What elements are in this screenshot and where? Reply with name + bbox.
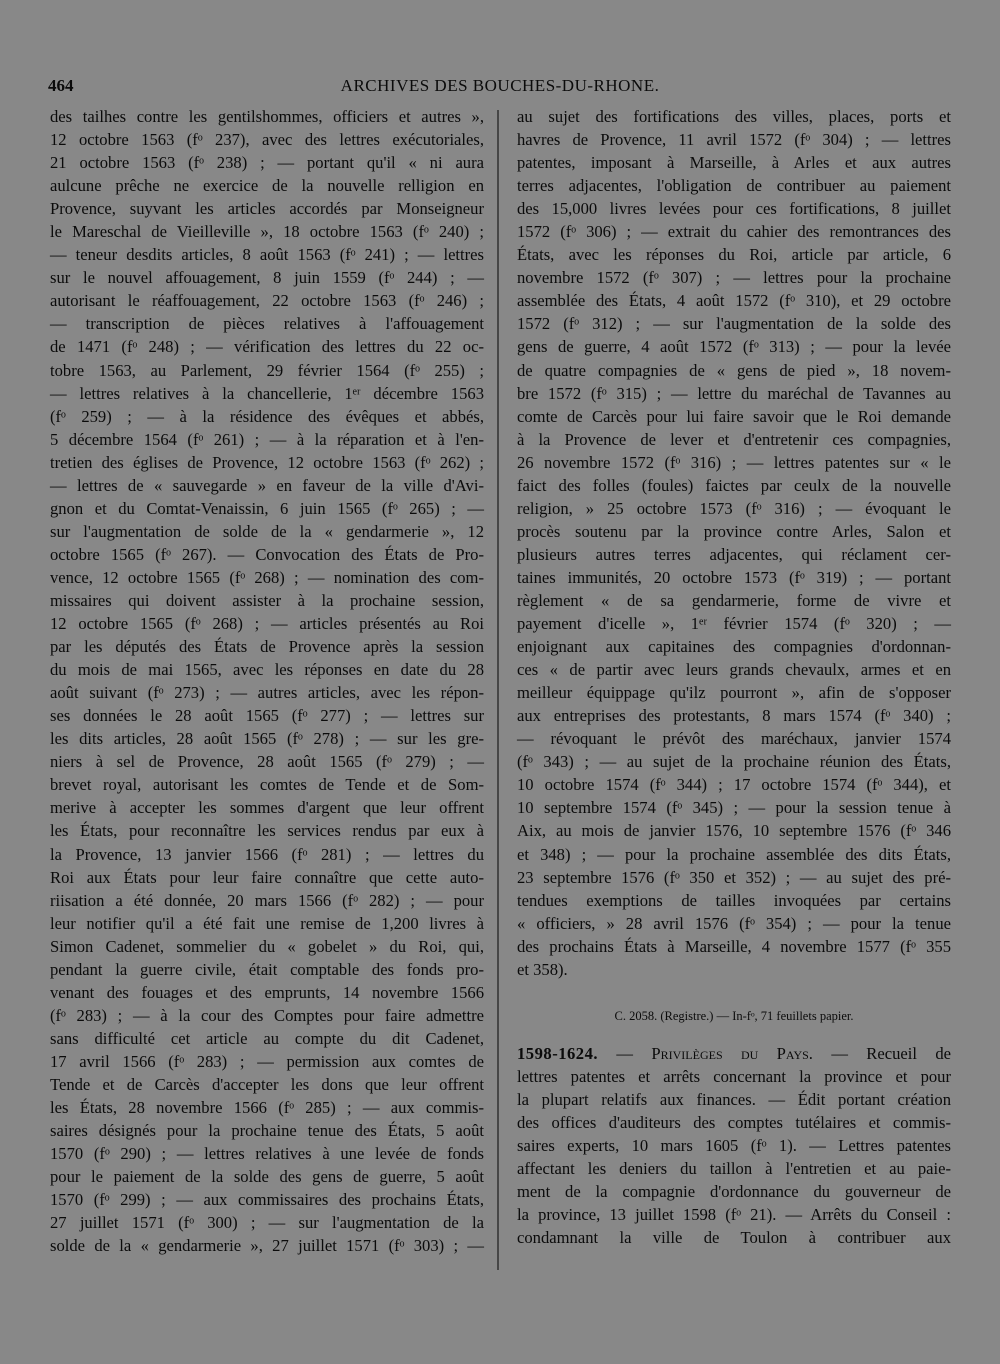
text-line: novembre 1572 (fᵒ 307) ; — lettres pour la prochaine bbox=[517, 268, 951, 288]
entry-line-0: — Recueil de bbox=[812, 1043, 951, 1063]
catalog-note: C. 2058. (Registre.) — In-fᵒ, 71 feuillets papier. bbox=[614, 1008, 854, 1023]
text-line: Aix, au mois de janvier 1576, 10 septembre 1576 (fᵒ 346 bbox=[517, 821, 951, 841]
text-line: enjoignant aux capitaines des compagnies d'ordonnan- bbox=[517, 637, 951, 657]
right-column bbox=[517, 105, 951, 1249]
text-line: taines immunités, 20 octobre 1573 (fᵒ 319) ; — portant bbox=[517, 567, 951, 587]
text-line: Simon Cadenet, sommelier du « gobelet » du Roi, qui, bbox=[50, 936, 484, 956]
text-line: sur l'augmentation de solde de la « gendarmerie », 12 bbox=[50, 521, 484, 541]
text-line: octobre 1565 (fᵒ 267). — Convocation des États de Pro- bbox=[50, 544, 484, 564]
text-line: religion, » 25 octobre 1573 (fᵒ 316) ; — évoquant le bbox=[517, 498, 951, 518]
text-line: gens de guerre, 4 août 1572 (fᵒ 313) ; — pour la levée bbox=[517, 337, 951, 357]
entry-title: Privilèges du Pays. bbox=[651, 1043, 813, 1063]
text-line: les États, 28 novembre 1566 (fᵒ 285) ; — aux commis- bbox=[50, 1098, 484, 1118]
text-line: des offices d'auditeurs des comptes tutélaires et commis- bbox=[517, 1112, 951, 1132]
text-line: venant des fouages et des emprunts, 14 novembre 1566 bbox=[50, 982, 484, 1002]
entry-dash: — bbox=[598, 1043, 652, 1063]
text-line: brevet royal, autorisant les comtes de Tende et de Som- bbox=[50, 775, 484, 795]
text-line: — lettres de « sauvegarde » en faveur de la ville d'Avi- bbox=[50, 475, 484, 495]
text-line: merive à accepter les sommes d'argent que leur offrent bbox=[50, 798, 484, 818]
text-line: assemblée des États, 4 août 1572 (fᵒ 310), et 29 octobre bbox=[517, 291, 951, 311]
text-line: 26 novembre 1572 (fᵒ 316) ; — lettres patentes sur « le bbox=[517, 452, 951, 472]
text-line: payement d'icelle », 1ᵉʳ février 1574 (fᵒ 320) ; — bbox=[517, 614, 951, 634]
text-line: (fᵒ 259) ; — à la résidence des évêques et abbés, bbox=[50, 406, 484, 426]
text-line: du mois de mai 1565, avec les réponses en date du 28 bbox=[50, 660, 484, 680]
text-line: aux entreprises des protestants, 8 mars 1574 (fᵒ 340) ; bbox=[517, 706, 951, 726]
text-line: 23 septembre 1576 (fᵒ 350 et 352) ; — au sujet des pré- bbox=[517, 867, 951, 887]
text-line: lettres patentes et arrêts concernant la province et pour bbox=[517, 1066, 951, 1086]
text-line: la plupart relatifs aux finances. — Édit portant création bbox=[517, 1089, 951, 1109]
text-line: meilleur équippage qu'ilz pourront », afin de s'opposer bbox=[517, 683, 951, 703]
text-line: la Provence, 13 janvier 1566 (fᵒ 281) ; — lettres du bbox=[50, 844, 484, 864]
text-line: 5 décembre 1564 (fᵒ 261) ; — à la réparation et à l'en- bbox=[50, 429, 484, 449]
text-line: le Mareschal de Vieilleville », 18 octobre 1563 (fᵒ 240) ; bbox=[50, 222, 484, 242]
text-line: ses données le 28 août 1565 (fᵒ 277) ; — lettres sur bbox=[50, 706, 484, 726]
text-line: août suivant (fᵒ 273) ; — autres articles, avec les répon- bbox=[50, 683, 484, 703]
text-line: 1570 (fᵒ 299) ; — aux commissaires des prochains États, bbox=[50, 1190, 484, 1210]
text-line: au sujet des fortifications des villes, places, ports et bbox=[517, 107, 951, 126]
text-line: saires experts, 10 mars 1605 (fᵒ 1). — Lettres patentes bbox=[517, 1135, 951, 1155]
text-line: « officiers, » 28 avril 1576 (fᵒ 354) ; — pour la tenue bbox=[517, 913, 951, 933]
text-line: solde de la « gendarmerie », 27 juillet 1571 (fᵒ 303) ; — bbox=[50, 1236, 484, 1256]
text-line: États, avec les réponses du Roi, article par article, 6 bbox=[517, 245, 951, 265]
running-title: ARCHIVES DES BOUCHES-DU-RHONE. bbox=[340, 76, 660, 95]
text-line: de 1471 (fᵒ 248) ; — vérification des lettres du 22 oc- bbox=[50, 337, 484, 357]
text-line: comte de Carcès pour lui faire savoir que le Roi demande bbox=[517, 406, 951, 426]
entry-body bbox=[517, 1065, 951, 1249]
text-line: faict des folles (foules) faictes par ceulx de la nouvelle bbox=[517, 475, 951, 495]
text-line: des prochains États à Marseille, 4 novembre 1577 (fᵒ 355 bbox=[517, 936, 951, 956]
text-line: des tailhes contre les gentilshommes, officiers et autres », bbox=[50, 107, 484, 126]
text-line: leur notifier qu'il a été fait une remise de 1,200 livres à bbox=[50, 913, 484, 933]
text-line: les États, pour reconnaître les services rendus par eux à bbox=[50, 821, 484, 841]
text-line: condamnant la ville de Toulon à contribuer aux bbox=[517, 1228, 951, 1248]
text-line: Tende et de Carcès d'accepter les dons que leur offrent bbox=[50, 1074, 484, 1094]
text-line: sur le nouvel affouagement, 8 juin 1559 (fᵒ 244) ; — bbox=[50, 268, 484, 288]
left-column bbox=[50, 105, 484, 1257]
text-line: 27 juillet 1571 (fᵒ 300) ; — sur l'augmentation de la bbox=[50, 1213, 484, 1233]
text-line: autorisant le réaffouagement, 22 octobre 1563 (fᵒ 246) ; bbox=[50, 291, 484, 311]
text-line: affectant les deniers du taillon à l'entretien et au paie- bbox=[517, 1159, 951, 1179]
text-line: — teneur desdits articles, 8 août 1563 (fᵒ 241) ; — lettres bbox=[50, 245, 484, 265]
text-line: et 348) ; — pour la prochaine assemblée des dits États, bbox=[517, 844, 951, 864]
text-line: et 358). bbox=[517, 959, 568, 979]
text-line: bre 1572 (fᵒ 315) ; — lettre du maréchal de Tavannes au bbox=[517, 383, 951, 403]
text-line: règlement « de sa gendarmerie, forme de vivre et bbox=[517, 590, 951, 610]
text-line: (fᵒ 283) ; — à la cour des Comptes pour faire admettre bbox=[50, 1005, 484, 1025]
text-line: aulcune prêche ne exercice de la nouvelle relligion en bbox=[50, 176, 484, 196]
text-line: des 15,000 livres levées pour ces fortifications, 8 juillet bbox=[517, 199, 951, 219]
text-line: 21 octobre 1563 (fᵒ 238) ; — portant qu'il « ni aura bbox=[50, 153, 484, 173]
text-line: 10 octobre 1574 (fᵒ 344) ; 17 octobre 1574 (fᵒ 344), et bbox=[517, 775, 951, 795]
text-line: Roi aux États pour leur faire connaître que cette auto- bbox=[50, 867, 484, 887]
text-line: vence, 12 octobre 1565 (fᵒ 268) ; — nomination des com- bbox=[50, 567, 484, 587]
text-line: Provence, suyvant les articles accordés par Monseigneur bbox=[50, 199, 484, 219]
text-line: havres de Provence, 11 avril 1572 (fᵒ 304) ; — lettres bbox=[517, 130, 951, 150]
text-line: — révoquant le prévôt des maréchaux, janvier 1574 bbox=[517, 729, 951, 749]
text-line: 1572 (fᵒ 306) ; — extrait du cahier des remontrances des bbox=[517, 222, 951, 242]
text-line: sans difficulté cet article au compte du dit Cadenet, bbox=[50, 1028, 484, 1048]
text-line: tendues exemptions de tailles invoquées par certains bbox=[517, 890, 951, 910]
text-line: (fᵒ 343) ; — au sujet de la prochaine réunion des États, bbox=[517, 752, 951, 772]
text-line: — lettres relatives à la chancellerie, 1ᵉʳ décembre 1563 bbox=[50, 383, 484, 403]
text-line: plusieurs autres terres adjacentes, qui réclament cer- bbox=[517, 544, 951, 564]
text-line: patentes, imposant à Marseille, à Arles et aux autres bbox=[517, 153, 951, 173]
column-divider bbox=[497, 110, 499, 1270]
text-line: la province, 13 juillet 1598 (fᵒ 21). — Arrêts du Conseil : bbox=[517, 1205, 951, 1225]
text-line: 12 octobre 1565 (fᵒ 268) ; — articles présentés au Roi bbox=[50, 614, 484, 634]
text-line: pour le paiement de la solde des gens de guerre, 5 août bbox=[50, 1167, 484, 1187]
text-line: terres adjacentes, l'obligation de contribuer au paiement bbox=[517, 176, 951, 196]
text-line: 12 octobre 1563 (fᵒ 237), avec des lettres exécutoriales, bbox=[50, 130, 484, 150]
text-line: riisation a été donnée, 20 mars 1566 (fᵒ 282) ; — pour bbox=[50, 890, 484, 910]
text-line: gnon et du Comtat-Venaissin, 6 juin 1565 (fᵒ 265) ; — bbox=[50, 498, 484, 518]
text-line: tobre 1563, au Parlement, 29 février 1564 (fᵒ 255) ; bbox=[50, 360, 484, 380]
text-line: 17 avril 1566 (fᵒ 283) ; — permission aux comtes de bbox=[50, 1051, 484, 1071]
text-line: 1570 (fᵒ 290) ; — lettres relatives à une levée de fonds bbox=[50, 1144, 484, 1164]
text-line: procès soutenu par la province contre Arles, Salon et bbox=[517, 521, 951, 541]
text-line: tretien des églises de Provence, 12 octobre 1563 (fᵒ 262) ; bbox=[50, 452, 484, 472]
text-line: les dits articles, 28 août 1565 (fᵒ 278) ; — sur les gre- bbox=[50, 729, 484, 749]
text-line: ment de la compagnie d'ordonnance du gouverneur de bbox=[517, 1182, 951, 1202]
text-line: niers à sel de Provence, 28 août 1565 (fᵒ 279) ; — bbox=[50, 752, 484, 772]
text-line: à la Provence de lever et d'entretenir ces compagnies, bbox=[517, 429, 951, 449]
text-line: 1572 (fᵒ 312) ; — sur l'augmentation de la solde des bbox=[517, 314, 951, 334]
text-line: missaires qui doivent assister à la prochaine session, bbox=[50, 590, 484, 610]
entry-first-line bbox=[517, 1042, 951, 1065]
entry-years: 1598-1624. bbox=[517, 1043, 599, 1063]
right-column-text bbox=[517, 105, 951, 981]
text-line: ces « de partir avec leurs grands chevaulx, armes et en bbox=[517, 660, 951, 680]
page-header bbox=[48, 76, 952, 100]
text-line: — transcription de pièces relatives à l'affouagement bbox=[50, 314, 484, 334]
catalog-entry bbox=[517, 1042, 951, 1249]
text-line: saires désignés pour la prochaine tenue des États, 5 août bbox=[50, 1121, 484, 1141]
text-line: pendant la guerre civile, était comptable des fonds pro- bbox=[50, 959, 484, 979]
page-number: 464 bbox=[48, 76, 74, 95]
text-line: par les députés des États de Provence après la session bbox=[50, 637, 484, 657]
text-line: de quatre compagnies de « gens de pied », 18 novem- bbox=[517, 360, 951, 380]
text-line: 10 septembre 1574 (fᵒ 345) ; — pour la session tenue à bbox=[517, 798, 951, 818]
